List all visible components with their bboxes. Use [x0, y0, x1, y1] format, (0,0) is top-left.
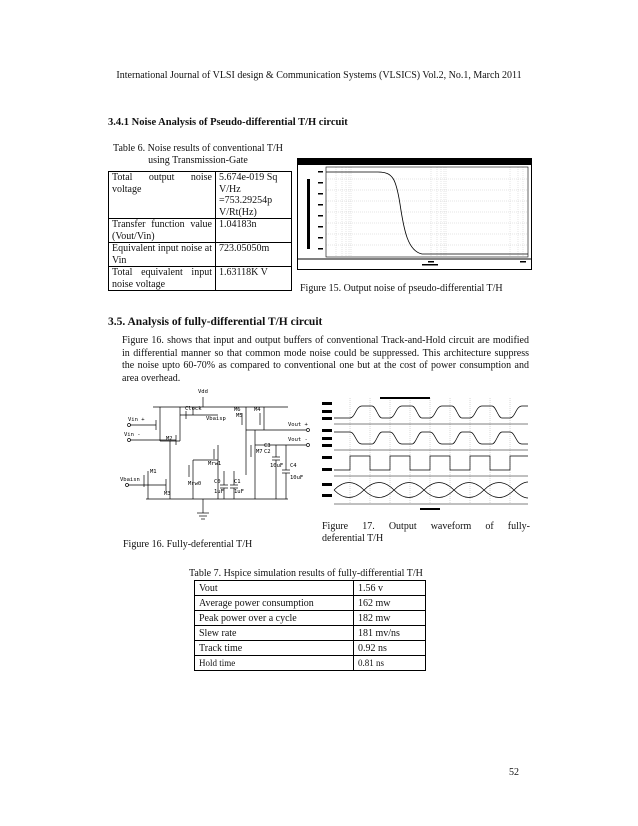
label-m7: M7	[256, 449, 263, 455]
figure16-caption: Figure 16. Fully-deferential T/H	[123, 539, 253, 550]
label-c4-value: 10uF	[290, 475, 304, 481]
label-c1: C1	[234, 479, 241, 485]
table-cell: 182 mw	[354, 611, 426, 626]
table6-caption: Table 6. Noise results of conventional T/H using Transmission-Gate	[113, 143, 283, 166]
table-cell: 162 mw	[354, 596, 426, 611]
table6	[108, 171, 292, 291]
section-heading-341: 3.4.1 Noise Analysis of Pseudo-differential T/H circuit	[108, 117, 348, 128]
journal-header: International Journal of VLSI design & Communication Systems (VLSICS) Vol.2, No.1, March 2011	[116, 70, 522, 81]
label-c0: C0	[214, 479, 221, 485]
label-m3: M3	[164, 491, 171, 497]
table-row	[195, 641, 426, 656]
section-heading-35: 3.5. Analysis of fully-differential T/H circuit	[108, 316, 323, 328]
table-row	[109, 267, 292, 291]
table-cell: Peak power over a cycle	[195, 611, 354, 626]
label-c3: C3	[264, 443, 271, 449]
table-cell: 723.05050m	[216, 243, 292, 267]
label-c2: C2	[264, 449, 271, 455]
figure17-caption-line2: deferential T/H	[322, 533, 384, 544]
label-m5: M5	[236, 413, 243, 419]
figure17-waveform-plot	[320, 396, 530, 514]
label-vbaisn: Vbaisn	[120, 477, 140, 483]
table7-caption: Table 7. Hspice simulation results of fully-differential T/H	[189, 568, 423, 579]
table-row	[195, 656, 426, 671]
table-row	[195, 611, 426, 626]
label-c4: C4	[290, 463, 297, 469]
table-cell: 0.92 ns	[354, 641, 426, 656]
label-vdd: Vdd	[198, 389, 208, 395]
table-cell: 181 mv/ns	[354, 626, 426, 641]
table-row	[195, 626, 426, 641]
table-row	[109, 219, 292, 243]
label-vbaisp: Vbaisp	[206, 416, 226, 422]
figure15-caption: Figure 15. Output noise of pseudo-differential T/H	[300, 283, 503, 294]
figure16-schematic	[118, 385, 314, 523]
label-m2: M2	[166, 436, 173, 442]
table7	[194, 580, 426, 671]
table-cell: 5.674e-019 Sq V/Hz =753.29254p V/Rt(Hz)	[216, 172, 292, 219]
table-cell: Transfer function value (Vout/Vin)	[109, 219, 216, 243]
table-row	[109, 243, 292, 267]
body-paragraph: Figure 16. shows that input and output buffers of conventional Track-and-Hold circuit are modified in differential manner so that common mode noise could be suppressed. This architecture suppress the noise upto 60-70% as compared to conventional one but at the cost of power consumption and area overhead.	[122, 335, 529, 384]
table-cell: Track time	[195, 641, 354, 656]
table-cell: 1.63118K V	[216, 267, 292, 291]
page-number: 52	[509, 767, 519, 778]
label-vin-n: Vin -	[124, 432, 141, 438]
figure17-caption-line1: Figure 17. Output waveform of fully-	[322, 521, 530, 532]
label-vin-p: Vin +	[128, 417, 145, 423]
table-cell: 1.56 v	[354, 581, 426, 596]
table-row	[109, 172, 292, 219]
table-cell: Vout	[195, 581, 354, 596]
table-cell: Equivalent input noise at Vin	[109, 243, 216, 267]
label-c1-value: 1uF	[234, 489, 244, 495]
label-clock: Clock	[185, 406, 202, 412]
label-m6: M6	[234, 407, 241, 413]
label-vout-p: Vout +	[288, 422, 308, 428]
label-vout-n: Vout -	[288, 437, 308, 443]
table-cell: Slew rate	[195, 626, 354, 641]
table-cell: Hold time	[195, 656, 354, 671]
table-cell: Total output noise voltage	[109, 172, 216, 219]
figure17-caption	[322, 521, 530, 545]
label-mrw0: Mrw0	[188, 481, 202, 487]
label-mrw1: Mrw1	[208, 461, 222, 467]
table-row	[195, 596, 426, 611]
label-m4: M4	[254, 407, 261, 413]
table-cell: Average power consumption	[195, 596, 354, 611]
table-cell: 1.04183n	[216, 219, 292, 243]
label-c0-value: 1uF	[214, 489, 224, 495]
label-m1: M1	[150, 469, 157, 475]
label-c2-value: 10uF	[270, 463, 284, 469]
table-cell: Total equivalent input noise voltage	[109, 267, 216, 291]
table-cell: 0.81 ns	[354, 656, 426, 671]
table-row	[195, 581, 426, 596]
figure15-noise-plot	[297, 158, 532, 270]
